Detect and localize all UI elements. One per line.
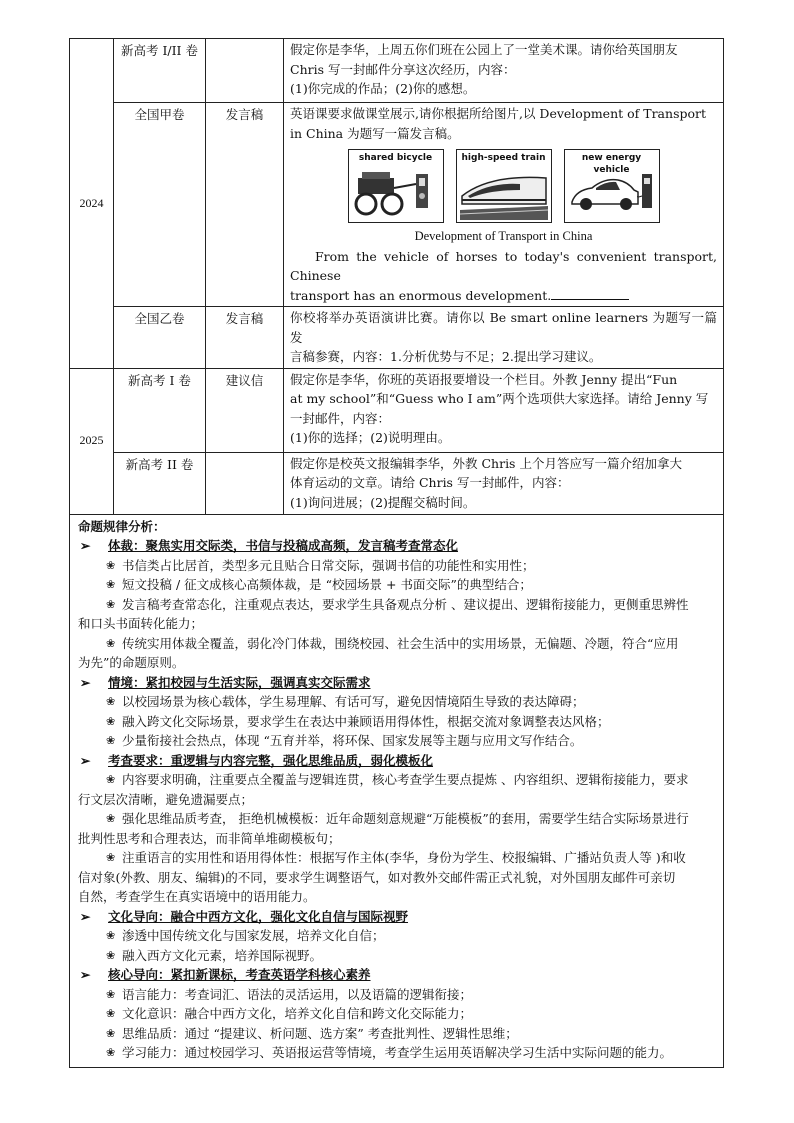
task-line: (1)询问进展；(2)提醒交稿时间。 bbox=[290, 494, 476, 510]
task-cell bbox=[284, 452, 724, 514]
flower-bullet-icon: ❀ bbox=[106, 773, 116, 786]
bullet-text: 书信类占比居首，类型多元且贴合日常交际，强调书信的功能性和实用性； bbox=[122, 557, 535, 573]
bullet-text-continuation: 行文层次清晰，避免遗漏要点； bbox=[78, 791, 254, 807]
bullet-text: 发言稿考查常态化，注重观点表达，要求学生具备观点分析 、建议提出、逻辑衔接能力，更侧重思辨性 bbox=[122, 596, 689, 612]
task-line: 一封邮件，内容： bbox=[290, 410, 391, 426]
bullet-item bbox=[78, 731, 715, 751]
bullet-item bbox=[78, 946, 715, 966]
section-heading-text: 考查要求：重逻辑与内容完整，强化思维品质，弱化模板化 bbox=[108, 752, 434, 768]
table-row bbox=[70, 452, 724, 514]
horse-carriage-icon bbox=[352, 166, 440, 220]
bullet-item bbox=[78, 692, 715, 712]
bullet-item bbox=[78, 634, 715, 654]
paper-cell: 新高考 II 卷 bbox=[114, 452, 206, 514]
bullet-text: 传统实用体裁全覆盖，弱化冷门体裁，围绕校园、社会生活中的实用场景，无偏题、冷题，符合“应用 bbox=[122, 635, 679, 651]
analysis-title: 命题规律分析： bbox=[78, 518, 166, 534]
section-heading bbox=[78, 673, 715, 693]
task-line: 体育运动的文章。请给 Chris 写一封邮件，内容： bbox=[290, 475, 570, 490]
bullet-item bbox=[78, 575, 715, 595]
picture-caption: shared bicycle bbox=[358, 153, 433, 163]
flower-bullet-icon: ❀ bbox=[106, 558, 116, 572]
flower-bullet-icon: ❀ bbox=[106, 734, 116, 747]
bullet-text: 少量衔接社会热点，体现 “五育并举，将环保、国家发展等主题与应用文写作结合。 bbox=[122, 733, 583, 748]
analysis-cell bbox=[70, 514, 724, 1067]
bullet-item bbox=[78, 770, 715, 790]
bullet-text: 语言能力：考查词汇、语法的灵活运用，以及语篇的逻辑衔接； bbox=[122, 986, 473, 1002]
bullet-text-continuation: 批判性思考和合理表达，而非简单堆砌模板句； bbox=[78, 830, 341, 846]
task-line: 你校将举办英语演讲比赛。请你以 Be smart online learners 为题写一篇发 bbox=[290, 310, 717, 345]
bullet-item bbox=[78, 1024, 715, 1044]
bullet-item bbox=[78, 985, 715, 1005]
transport-pictures bbox=[348, 149, 660, 223]
task-line: (1)你完成的作品；(2)你的感想。 bbox=[290, 81, 476, 96]
paper-name: 新高考 I/II 卷 bbox=[121, 43, 198, 58]
genre-cell bbox=[206, 39, 284, 103]
task-line: 英语课要求做课堂展示,请你根据所给图片,以 Development of Transport bbox=[290, 106, 707, 121]
bullet-text: 内容要求明确，注重要点全覆盖与逻辑连贯，核心考查学生要点提炼 、内容组织、逻辑衔接能力，要求 bbox=[122, 772, 689, 787]
paper-cell: 全国甲卷 bbox=[114, 103, 206, 307]
exam-table bbox=[69, 38, 724, 1068]
flower-bullet-icon: ❀ bbox=[106, 929, 116, 942]
flower-bullet-icon: ❀ bbox=[106, 1026, 116, 1040]
paper-cell: 新高考 I 卷 bbox=[114, 368, 206, 452]
section-heading-text: 核心导向：紧扣新课标，考查英语学科核心素养 bbox=[108, 967, 371, 982]
section-heading bbox=[78, 907, 715, 927]
bullet-text-continuation: 信对象(外教、朋友、编辑)的不同，要求学生调整语气，如对教外交邮件需正式礼貌，对外国朋友邮件可亲切 bbox=[78, 869, 676, 885]
answer-blank bbox=[551, 287, 629, 300]
bullet-text-continuation: 自然，考查学生在真实语境中的语用能力。 bbox=[78, 889, 316, 904]
electric-car-icon bbox=[568, 166, 656, 220]
flower-bullet-icon: ❀ bbox=[106, 1007, 116, 1020]
picture-caption: new energy vehicle bbox=[581, 153, 642, 175]
bullet-text: 学习能力：通过校园学习、英语报运营等情境，考查学生运用英语解决学习生活中实际问题的能力。 bbox=[122, 1045, 673, 1060]
task-line: in China 为题写一篇发言稿。 bbox=[290, 125, 460, 141]
bullet-text: 文化意识：融合中西方文化，培养文化自信和跨文化交际能力； bbox=[122, 1006, 473, 1021]
bullet-item bbox=[78, 848, 715, 868]
genre-cell: 发言稿 bbox=[206, 103, 284, 307]
arrow-right-triangle-icon: ➢ bbox=[80, 752, 91, 768]
arrow-right-triangle-icon: ➢ bbox=[80, 674, 91, 690]
analysis-sections bbox=[78, 536, 715, 1063]
task-line: 假定你是李华，你班的英语报要增设一个栏目。外教 Jenny 提出“Fun bbox=[290, 371, 678, 387]
figure-title: Development of Transport in China bbox=[414, 229, 593, 243]
lead-sentence: From the vehicle of horses to today's convenient transport, Chinese bbox=[290, 248, 717, 283]
bullet-text: 以校园场景为核心载体，学生易理解、有话可写，避免因情境陌生导致的表达障碍； bbox=[122, 694, 585, 709]
flower-bullet-icon: ❀ bbox=[106, 948, 116, 962]
genre-cell: 建议信 bbox=[206, 368, 284, 452]
task-line: 假定你是李华，上周五你们班在公园上了一堂美术课。请你给英国朋友 bbox=[290, 42, 678, 57]
bullet-item bbox=[78, 712, 715, 732]
exam-page bbox=[69, 38, 723, 1068]
paper-cell: 全国乙卷 bbox=[114, 307, 206, 369]
flower-bullet-icon: ❀ bbox=[106, 851, 116, 864]
task-line: 假定你是校英文报编辑李华，外教 Chris 上个月答应写一篇介绍加拿大 bbox=[290, 455, 682, 471]
table-row bbox=[70, 103, 724, 307]
flower-bullet-icon: ❀ bbox=[106, 714, 116, 728]
bullet-text: 融入跨文化交际场景，要求学生在表达中兼顾语用得体性，根据交流对象调整表达风格； bbox=[122, 713, 610, 729]
high-speed-train-icon bbox=[460, 166, 548, 220]
bullet-text: 强化思维品质考查， 拒绝机械模板：近年命题刻意规避“万能模板”的套用，需要学生结合实际场景进行 bbox=[122, 811, 689, 826]
section-heading-text: 情境：紧扣校园与生活实际，强调真实交际需求 bbox=[108, 674, 371, 690]
flower-bullet-icon: ❀ bbox=[106, 1046, 116, 1059]
section-heading bbox=[78, 965, 715, 985]
flower-bullet-icon: ❀ bbox=[106, 636, 116, 650]
paper-cell bbox=[114, 39, 206, 103]
year-cell-2024: 2024 bbox=[70, 39, 114, 369]
genre-cell: 发言稿 bbox=[206, 307, 284, 369]
bullet-text-continuation: 和口头书面转化能力； bbox=[78, 616, 204, 631]
arrow-right-triangle-icon: ➢ bbox=[80, 967, 91, 982]
bullet-text: 思维品质：通过 “提建议、析问题、选方案” 考查批判性、逻辑性思维； bbox=[122, 1025, 518, 1041]
lead-text: transport has an enormous development. bbox=[290, 287, 552, 303]
section-heading-text: 体裁：聚焦实用交际类，书信与投稿成高频，发言稿考查常态化 bbox=[108, 538, 459, 553]
picture-shared-bicycle bbox=[348, 149, 444, 223]
picture-new-energy-vehicle bbox=[564, 149, 660, 223]
task-cell bbox=[284, 39, 724, 103]
task-cell bbox=[284, 103, 724, 307]
bullet-text: 渗透中国传统文化与国家发展，培养文化自信； bbox=[122, 928, 385, 943]
bullet-text: 短文投稿 / 征文成核心高频体裁，是 “校园场景 + 书面交际”的典型结合； bbox=[122, 577, 532, 592]
section-heading bbox=[78, 751, 715, 771]
picture-high-speed-train bbox=[456, 149, 552, 223]
task-line: Chris 写一封邮件分享这次经历，内容： bbox=[290, 61, 516, 77]
flower-bullet-icon: ❀ bbox=[106, 597, 116, 611]
bullet-item bbox=[78, 556, 715, 576]
year-cell-2025: 2025 bbox=[70, 368, 114, 514]
task-cell bbox=[284, 307, 724, 369]
picture-caption: high-speed train bbox=[461, 153, 546, 163]
task-line: 言稿参赛，内容：1.分析优势与不足；2.提出学习建议。 bbox=[290, 349, 602, 364]
lead-sentence-continuation bbox=[290, 286, 717, 306]
task-cell bbox=[284, 368, 724, 452]
table-row bbox=[70, 368, 724, 452]
genre-cell bbox=[206, 452, 284, 514]
flower-bullet-icon: ❀ bbox=[106, 987, 116, 1001]
bullet-text: 注重语言的实用性和语用得体性：根据写作主体(李华，身份为学生、校报编辑、广播站负责人等 )和收 bbox=[122, 850, 686, 865]
analysis-row bbox=[70, 514, 724, 1067]
arrow-right-triangle-icon: ➢ bbox=[80, 538, 91, 553]
flower-bullet-icon: ❀ bbox=[106, 695, 116, 708]
task-line: (1)你的选择；(2)说明理由。 bbox=[290, 430, 451, 445]
flower-bullet-icon: ❀ bbox=[106, 812, 116, 825]
bullet-item bbox=[78, 1043, 715, 1063]
table-row bbox=[70, 39, 724, 103]
arrow-right-triangle-icon: ➢ bbox=[80, 908, 91, 924]
section-heading-text: 文化导向：融合中西方文化，强化文化自信与国际视野 bbox=[108, 908, 409, 924]
section-heading bbox=[78, 536, 715, 556]
bullet-item bbox=[78, 809, 715, 829]
flower-bullet-icon: ❀ bbox=[106, 578, 116, 591]
table-row bbox=[70, 307, 724, 369]
bullet-item bbox=[78, 595, 715, 615]
bullet-item bbox=[78, 1004, 715, 1024]
bullet-text: 融入西方文化元素，培养国际视野。 bbox=[122, 947, 323, 963]
task-line: at my school”和“Guess who I am”两个选项供大家选择。请给 Jenny 写 bbox=[290, 391, 709, 406]
bullet-text-continuation: 为先”的命题原则。 bbox=[78, 655, 185, 670]
bullet-item bbox=[78, 926, 715, 946]
